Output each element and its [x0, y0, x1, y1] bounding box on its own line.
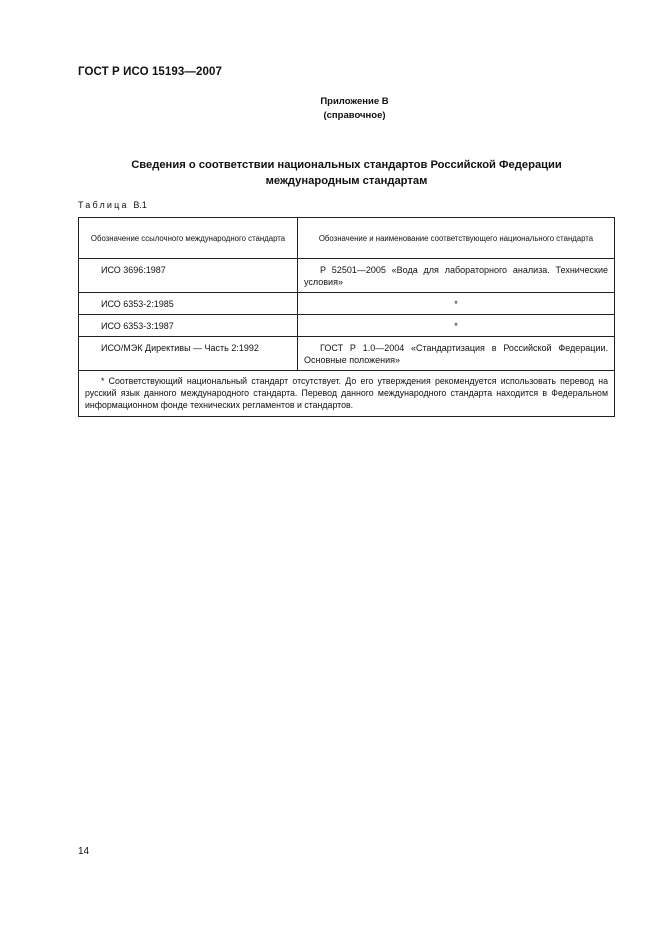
- cell-national: *: [298, 315, 615, 337]
- table-footnote: [79, 371, 615, 417]
- cell-national: *: [298, 293, 615, 315]
- annex-subtitle: (справочное): [323, 110, 386, 121]
- cell-reference: ИСО 6353-2:1985: [79, 293, 298, 315]
- section-heading: [78, 157, 615, 189]
- table-footnote-text: * Соответствующий национальный стандарт отсутствует. До его утверждения рекомендуется использовать перевод на русский язык данного международного стандарта. Перевод данного международного стандарта находится в Федеральном информационном фонде технических регламентов и стандартов.: [85, 376, 608, 410]
- table-row: [79, 337, 615, 371]
- table-row: [79, 315, 615, 337]
- document-code: ГОСТ Р ИСО 15193—2007: [78, 66, 223, 78]
- annex-title: Приложение В: [320, 96, 389, 107]
- cell-national: ГОСТ Р 1.0—2004 «Стандартизация в Российской Федерации. Основные положения»: [298, 337, 615, 371]
- cell-national: Р 52501—2005 «Вода для лабораторного анализа. Технические условия»: [298, 259, 615, 293]
- column-header-reference: Обозначение ссылочного международного стандарта: [79, 218, 298, 259]
- table-header-row: [79, 218, 615, 259]
- table-caption-number: В.1: [133, 200, 147, 210]
- standards-table: [78, 217, 615, 417]
- table-footnote-row: [79, 371, 615, 417]
- table-row: [79, 259, 615, 293]
- section-heading-line-2: международным стандартам: [265, 175, 428, 187]
- cell-reference: ИСО/МЭК Директивы — Часть 2:1992: [79, 337, 298, 371]
- annex-block: [0, 95, 661, 123]
- column-header-national: Обозначение и наименование соответствующего национального стандарта: [298, 218, 615, 259]
- table-caption-label: Таблица: [78, 200, 129, 210]
- table-row: [79, 293, 615, 315]
- cell-reference: ИСО 3696:1987: [79, 259, 298, 293]
- section-heading-line-1: Сведения о соответствии национальных стандартов Российской Федерации: [131, 159, 562, 171]
- table-caption: [78, 200, 147, 210]
- page-number: 14: [78, 846, 90, 857]
- cell-reference: ИСО 6353-3:1987: [79, 315, 298, 337]
